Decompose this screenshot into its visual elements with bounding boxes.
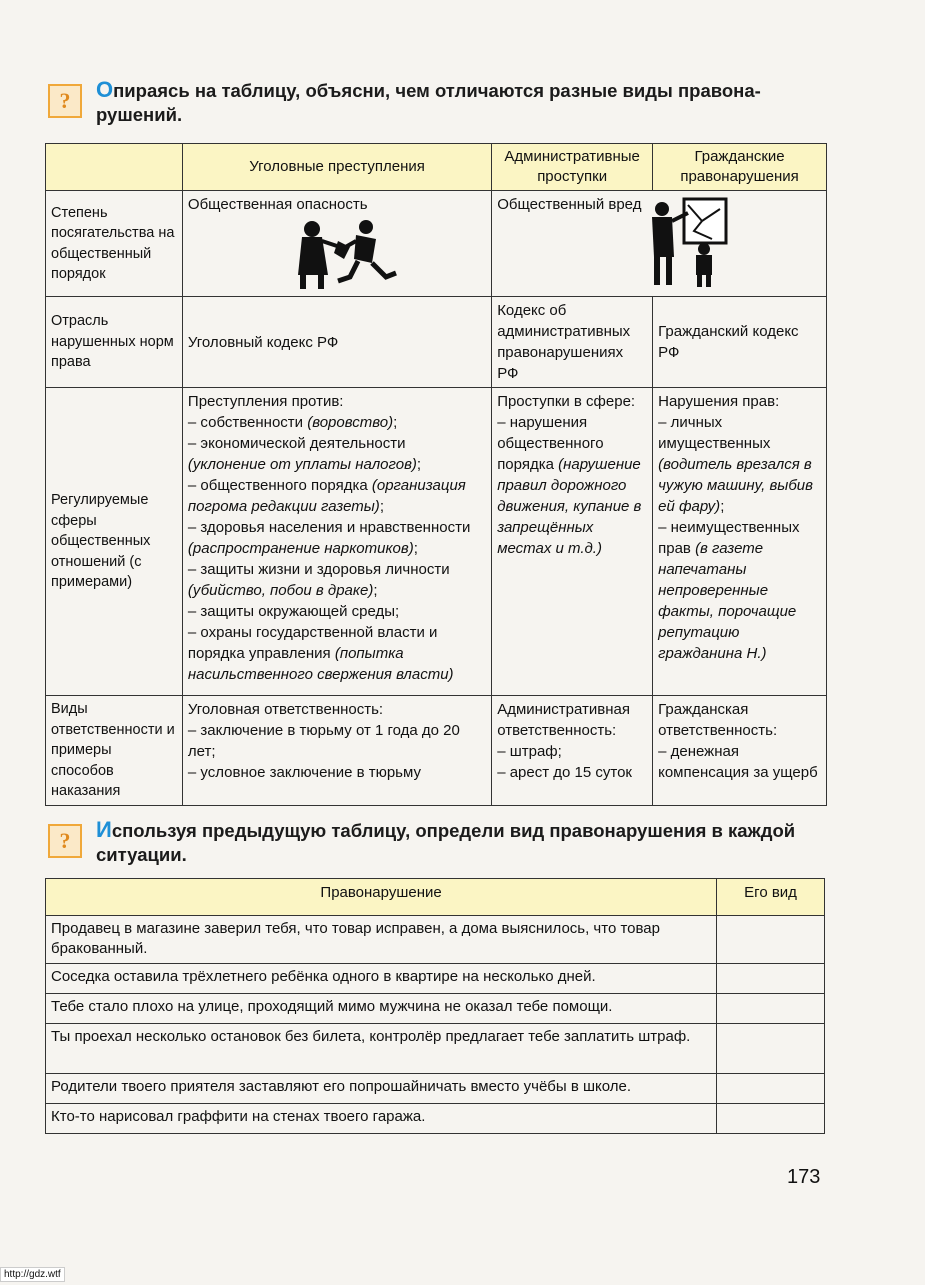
table-row (46, 916, 825, 964)
question-mark-icon: ? (48, 84, 82, 118)
task-1 (48, 78, 838, 127)
answer-cell[interactable] (717, 994, 825, 1024)
list-item-example: (водитель врезался в чужую машину, выбив ей фару) (658, 456, 813, 515)
answer-cell[interactable] (717, 1104, 825, 1134)
table-header-row (46, 144, 827, 191)
list-item-text: – общественного порядка (187, 477, 372, 494)
cell (653, 696, 827, 806)
task-1-body: пираясь на таблицу, объясни, чем отличаются разные виды правона-рушений. (96, 80, 761, 125)
list-item (658, 391, 821, 412)
cell (492, 696, 653, 806)
list-item-example: (воровство) (307, 414, 394, 431)
list-item-text: Проступки в сфере: (497, 393, 636, 410)
cell-text: Общественный вред (497, 196, 642, 213)
cell-text: Уголовная ответственность: – заключение в тюрьму от 1 года до 20 лет; – условное заключение в тюрьму (187, 701, 460, 781)
answer-cell[interactable] (717, 964, 825, 994)
task-2 (48, 818, 838, 867)
list-item (497, 391, 647, 412)
table-header-row (46, 879, 825, 916)
list-item-text: Преступления против: (187, 393, 344, 410)
header-offence: Правонарушение (46, 879, 717, 916)
header-type: Его вид (717, 879, 825, 916)
cell-text: Административная ответственность: – штраф; – арест до 15 суток (497, 701, 632, 781)
thief-illustration (288, 217, 408, 291)
header-empty (46, 144, 183, 191)
header-administrative: Административные проступки (492, 144, 653, 191)
list-item-punct: ; (373, 582, 378, 599)
table-row (46, 994, 825, 1024)
list-item-text: Нарушения прав: (658, 393, 780, 410)
watermark-link[interactable]: http://gdz.wtf (0, 1267, 65, 1282)
list-item-text: – нарушения общественного порядка (497, 414, 604, 473)
list-item-text: – личных имущественных (658, 414, 771, 452)
vandal-illustration (642, 195, 737, 290)
cell-list (182, 388, 491, 696)
table-row (46, 191, 827, 297)
page-number: 173 (787, 1166, 821, 1188)
cell (182, 191, 491, 297)
list-item-text: – собственности (187, 414, 308, 431)
list-item-example: (организация погрома редакции газеты) (187, 477, 466, 515)
situation-text: Родители твоего приятеля заставляют его попрошайничать вместо учёбы в школе. (46, 1074, 717, 1104)
task-2-text (96, 818, 836, 867)
row-head: Виды ответственности и примеры способов наказания (46, 696, 183, 806)
list-item-example: (попытка насильственного свержения власти) (187, 645, 454, 683)
row-head: Отрасль нарушенных норм права (46, 297, 183, 388)
table-row (46, 297, 827, 388)
list-item-text: – охраны государственной власти и порядка управления (187, 624, 438, 662)
cell-list (653, 388, 827, 696)
list-item-punct: ; (379, 498, 384, 515)
table-row (46, 388, 827, 696)
cell: Уголовный кодекс РФ (182, 297, 491, 388)
list-item-text: – защиты окружающей среды; (187, 603, 400, 620)
list-item-example: (в газете напечатаны непроверенные факты, порочащие репутацию гражданина Н.) (658, 540, 797, 662)
cell (182, 696, 491, 806)
task-2-first-letter: И (96, 817, 112, 842)
list-item-example: (убийство, побои в драке) (187, 582, 374, 599)
list-item (188, 475, 486, 517)
table-row (46, 964, 825, 994)
list-item (188, 412, 486, 433)
list-item (188, 433, 486, 475)
row-head: Степень посягательства на общественный порядок (46, 191, 183, 297)
table-row (46, 1074, 825, 1104)
list-item-text: – здоровья населения и нравственности (187, 519, 471, 536)
cell-list (492, 388, 653, 696)
task-2-body: спользуя предыдущую таблицу, определи вид правонарушения в каждой ситуации. (96, 820, 796, 865)
answer-cell[interactable] (717, 1074, 825, 1104)
situations-table (45, 878, 825, 1134)
cell: Гражданский кодекс РФ (653, 297, 827, 388)
list-item (188, 517, 486, 559)
answer-cell[interactable] (717, 1024, 825, 1074)
list-item (658, 517, 821, 664)
list-item (188, 559, 486, 601)
cell (492, 191, 827, 297)
situation-text: Кто-то нарисовал граффити на стенах твоего гаража. (46, 1104, 717, 1134)
list-item (188, 391, 486, 412)
list-item-punct: ; (720, 498, 725, 515)
table-row (46, 1104, 825, 1134)
header-criminal: Уголовные преступления (182, 144, 491, 191)
list-item-example: (уклонение от уплаты налогов) (187, 456, 417, 473)
task-1-first-letter: О (96, 77, 114, 102)
list-item-example: (нарушение правил дорожного движения, купание в запрещённых местах и т.д.) (497, 456, 642, 557)
cell-text: Гражданская ответственность: – денежная компенсация за ущерб (658, 701, 818, 781)
situation-text: Ты проехал несколько остановок без билета, контролёр предлагает тебе заплатить штраф. (46, 1024, 717, 1074)
row-head: Регулируемые сферы общественных отношений (с примерами) (46, 388, 183, 696)
list-item-text: – защиты жизни и здоровья личности (187, 561, 450, 578)
cell-text: Общественная опасность (187, 196, 368, 213)
header-civil: Гражданские правонарушения (653, 144, 827, 191)
list-item-text: – неимущественных прав (658, 519, 800, 557)
list-item (188, 622, 486, 685)
offences-table (45, 143, 827, 806)
question-mark-icon: ? (48, 824, 82, 858)
list-item-example: (распространение наркотиков) (187, 540, 414, 557)
list-item (658, 412, 821, 517)
table-row (46, 1024, 825, 1074)
situation-text: Соседка оставила трёхлетнего ребёнка одного в квартире на несколько дней. (46, 964, 717, 994)
table-row (46, 696, 827, 806)
list-item-punct: ; (413, 540, 418, 557)
list-item (497, 412, 647, 559)
task-1-text (96, 78, 841, 127)
list-item-text: – экономической деятельности (187, 435, 406, 452)
situation-text: Продавец в магазине заверил тебя, что товар исправен, а дома выяснилось, что товар бракованный. (46, 916, 717, 964)
answer-cell[interactable] (717, 916, 825, 964)
cell: Кодекс об административных правонарушениях РФ (492, 297, 653, 388)
list-item-punct: ; (393, 414, 398, 431)
list-item (188, 601, 486, 622)
situation-text: Тебе стало плохо на улице, проходящий мимо мужчина не оказал тебе помощи. (46, 994, 717, 1024)
list-item-punct: ; (416, 456, 422, 473)
